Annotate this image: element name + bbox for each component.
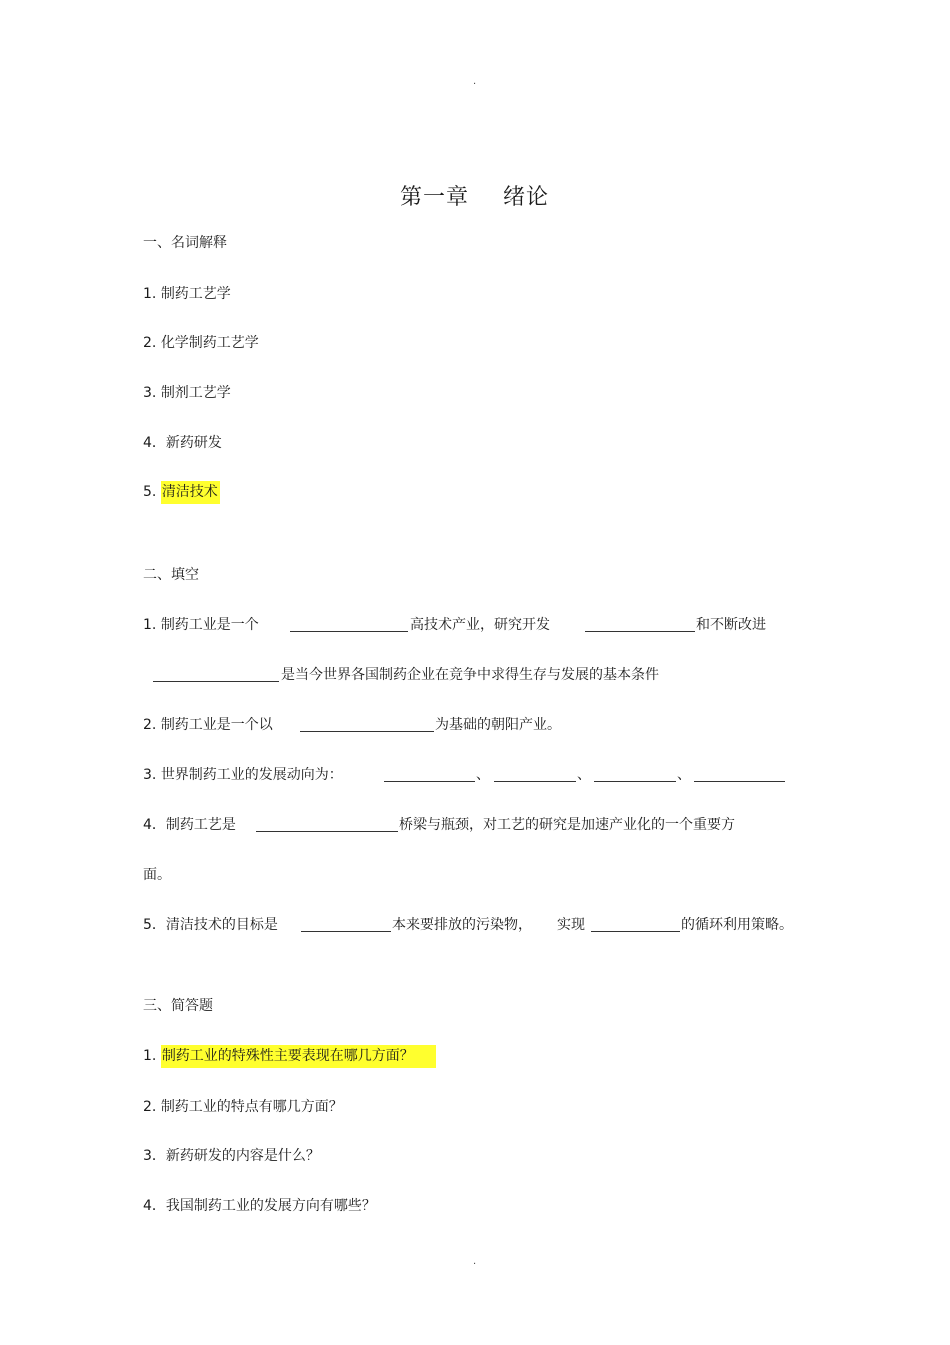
question-text: 制药工业是一个以 xyxy=(160,717,273,733)
fill-blank[interactable] xyxy=(290,617,408,632)
fill-blank[interactable] xyxy=(300,717,434,732)
item-number: 3． xyxy=(143,1148,166,1164)
section-heading-short-answer: 三、简答题 xyxy=(143,998,213,1014)
header-mark: . xyxy=(473,76,477,87)
item-text: 新药研发 xyxy=(165,435,222,451)
item-text: 新药研发的内容是什么？ xyxy=(165,1148,320,1164)
question-text: 世界制药工业的发展动向为： xyxy=(160,767,343,783)
item-number: 5． xyxy=(143,917,166,933)
separator: 、 xyxy=(476,767,490,783)
page-title xyxy=(400,180,549,211)
footer-mark: . xyxy=(473,1256,477,1267)
list-item xyxy=(143,1098,343,1116)
fill-blank[interactable] xyxy=(594,767,676,782)
item-text: 化学制药工艺学 xyxy=(160,335,259,351)
fill-question-1 xyxy=(143,616,259,634)
question-text: 高技术产业，研究开发 xyxy=(410,617,550,633)
question-text: 本来要排放的污染物， xyxy=(392,917,532,933)
question-text: 和不断改进 xyxy=(696,617,766,633)
fill-question-4 xyxy=(143,816,236,834)
section-heading-terms: 一、名词解释 xyxy=(143,235,227,251)
question-text: 清洁技术的目标是 xyxy=(165,917,278,933)
fill-blank[interactable] xyxy=(301,917,391,932)
list-item xyxy=(143,384,231,402)
question-text: 的循环利用策略。 xyxy=(681,917,793,933)
question-text: 制药工业是一个 xyxy=(160,617,259,633)
item-number: 2. xyxy=(143,335,157,351)
item-number: 1. xyxy=(143,286,157,302)
fill-question-3 xyxy=(143,766,343,784)
question-text: 实现 xyxy=(557,917,585,933)
item-number: 2. xyxy=(143,717,157,733)
separator: 、 xyxy=(677,767,691,783)
fill-blank[interactable] xyxy=(494,767,576,782)
question-text: 为基础的朝阳产业。 xyxy=(435,717,561,733)
section-heading-fill: 二、填空 xyxy=(143,567,199,583)
fill-question-5 xyxy=(143,916,278,934)
item-text: 制药工艺学 xyxy=(160,286,231,302)
question-text: 桥梁与瓶颈，对工艺的研究是加速产业化的一个重要方 xyxy=(399,817,735,833)
item-number: 2. xyxy=(143,1099,157,1115)
item-number: 1. xyxy=(143,617,157,633)
item-text: 制药工业的特点有哪几方面？ xyxy=(160,1099,343,1115)
fill-question-2 xyxy=(143,716,273,734)
item-number: 4． xyxy=(143,1198,166,1214)
item-number: 5. xyxy=(143,484,157,500)
list-item xyxy=(143,1147,320,1165)
list-item xyxy=(143,1047,436,1065)
chapter-label: 第一章 xyxy=(400,185,470,210)
list-item xyxy=(143,434,222,452)
fill-blank[interactable] xyxy=(585,617,695,632)
highlighted-text: 清洁技术 xyxy=(161,481,220,504)
fill-blank[interactable] xyxy=(694,767,785,782)
fill-blank[interactable] xyxy=(384,767,475,782)
list-item xyxy=(143,483,220,501)
list-item xyxy=(143,334,259,352)
chapter-name: 绪论 xyxy=(503,185,550,210)
question-text: 面。 xyxy=(143,867,171,883)
list-item xyxy=(143,1197,376,1215)
question-text: 制药工艺是 xyxy=(165,817,236,833)
fill-blank[interactable] xyxy=(591,917,680,932)
item-number: 4． xyxy=(143,817,166,833)
item-number: 3. xyxy=(143,767,157,783)
item-number: 3. xyxy=(143,385,157,401)
fill-blank[interactable] xyxy=(153,667,279,682)
separator: 、 xyxy=(577,767,591,783)
highlighted-text: 制药工业的特殊性主要表现在哪几方面？ xyxy=(161,1045,436,1068)
fill-blank[interactable] xyxy=(256,817,398,832)
question-text: 是当今世界各国制药企业在竞争中求得生存与发展的基本条件 xyxy=(281,667,659,683)
item-text: 制剂工艺学 xyxy=(160,385,231,401)
item-number: 4． xyxy=(143,435,166,451)
item-text: 我国制药工业的发展方向有哪些？ xyxy=(165,1198,376,1214)
list-item xyxy=(143,285,231,303)
item-number: 1. xyxy=(143,1048,157,1064)
